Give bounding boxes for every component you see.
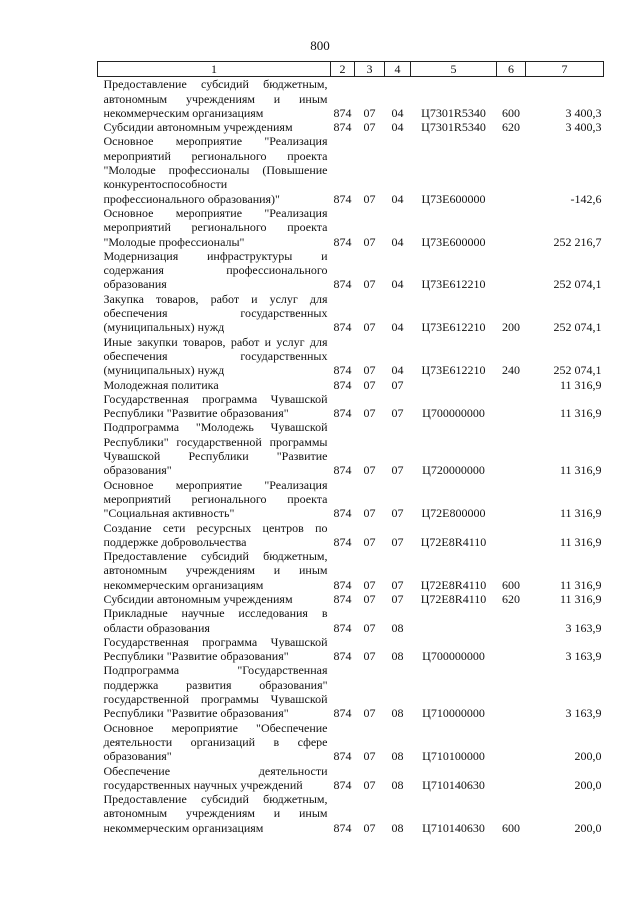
row-expense-type (497, 420, 526, 477)
row-description: Предоставление субсидий бюджетным, автономным учреждениям и иным некоммерческим организациям (103, 549, 328, 592)
row-section: 07 (363, 277, 376, 292)
row-subsection: 07 (391, 406, 404, 421)
row-amount: 3 163,9 (565, 706, 602, 721)
row-section: 07 (363, 706, 376, 721)
row-section: 07 (363, 234, 376, 249)
row-section: 07 (363, 377, 376, 392)
row-admin-code: 874 (333, 363, 352, 378)
row-subsection: 04 (391, 320, 404, 335)
table-row (98, 249, 604, 292)
table-row (98, 206, 604, 249)
row-amount: 11 316,9 (559, 506, 602, 521)
row-target-article: Ц710000000 (422, 706, 485, 721)
page-number: 800 (310, 38, 330, 53)
row-subsection: 04 (391, 363, 404, 378)
row-description: Основное мероприятие "Реализация мероприятий регионального проекта "Молодые профессионалы" (103, 205, 328, 249)
row-target-article: Ц700000000 (422, 406, 485, 421)
row-expense-type (497, 249, 526, 292)
row-subsection: 08 (391, 820, 404, 835)
row-subsection: 04 (391, 234, 404, 249)
row-expense-type (497, 478, 526, 521)
row-description: Субсидии автономным учреждениям (103, 120, 293, 135)
row-target-article: Ц710100000 (422, 749, 485, 764)
header-row (98, 62, 604, 77)
row-subsection: 07 (391, 377, 404, 392)
row-description: Государственная программа Чувашской Республики "Развитие образования" (103, 634, 328, 664)
table-row (98, 635, 604, 664)
row-target-article: Ц73Е612210 (421, 363, 486, 378)
column-header: 2 (331, 62, 355, 77)
table-row (98, 521, 604, 550)
row-target-article (411, 606, 497, 635)
row-amount: 3 163,9 (565, 649, 602, 664)
row-description: Модернизация инфраструктуры и содержания профессионального образования (103, 248, 328, 292)
row-amount: 252 074,1 (553, 320, 602, 335)
row-section: 07 (363, 506, 376, 521)
table-row (98, 721, 604, 764)
row-target-article: Ц710140630 (422, 777, 485, 792)
row-target-article: Ц73Е600000 (421, 191, 486, 206)
row-description: Обеспечение деятельности государственных научных учреждений (103, 763, 328, 792)
budget-table (97, 61, 604, 835)
row-expense-type (497, 206, 526, 249)
row-subsection: 04 (391, 105, 404, 120)
column-header: 6 (497, 62, 526, 77)
row-admin-code: 874 (333, 591, 352, 606)
table-row (98, 134, 604, 205)
table-row (98, 478, 604, 521)
row-description: Прикладные научные исследования в области образования (103, 606, 328, 635)
row-admin-code: 874 (333, 191, 352, 206)
column-header: 7 (526, 62, 604, 77)
row-admin-code: 874 (333, 320, 352, 335)
row-description: Создание сети ресурсных центров по поддержке добровольчества (103, 520, 328, 549)
row-admin-code: 874 (333, 120, 352, 135)
row-admin-code: 874 (333, 749, 352, 764)
table-row (98, 792, 604, 835)
row-description: Иные закупки товаров, работ и услуг для обеспечения государственных (муниципальных) нужд (103, 334, 328, 378)
row-target-article: Ц73Е612210 (421, 277, 486, 292)
row-subsection: 08 (391, 620, 404, 635)
row-amount: 252 216,7 (553, 234, 602, 249)
row-description: Подпрограмма "Государственная поддержка развития образования" государственной программы Чувашской Республики "Развитие образования" (103, 663, 328, 721)
row-expense-type (497, 378, 526, 392)
row-target-article: Ц7301R5340 (421, 105, 486, 120)
row-subsection: 04 (391, 191, 404, 206)
row-amount: 200,0 (574, 820, 602, 835)
row-amount: 3 400,3 (565, 120, 602, 135)
column-header: 1 (98, 62, 331, 77)
row-admin-code: 874 (333, 234, 352, 249)
row-admin-code: 874 (333, 105, 352, 120)
row-amount: 3 400,3 (565, 105, 602, 120)
row-section: 07 (363, 463, 376, 478)
row-target-article: Ц700000000 (422, 649, 485, 664)
row-target-article: Ц72Е800000 (421, 506, 486, 521)
row-section: 07 (363, 649, 376, 664)
row-admin-code: 874 (333, 277, 352, 292)
row-amount: 200,0 (574, 777, 602, 792)
row-amount: 11 316,9 (559, 406, 602, 421)
row-expense-type (497, 606, 526, 635)
row-subsection: 07 (391, 591, 404, 606)
table-row (98, 549, 604, 592)
row-section: 07 (363, 820, 376, 835)
column-header: 5 (411, 62, 497, 77)
row-amount: 11 316,9 (559, 463, 602, 478)
row-section: 07 (363, 191, 376, 206)
row-description: Подпрограмма "Молодежь Чувашской Республики" государственной программы Чувашской Республики "Развитие образования" (103, 420, 328, 478)
row-description: Предоставление субсидий бюджетным, автономным учреждениям и иным некоммерческим организациям (103, 792, 328, 835)
row-target-article: Ц7301R5340 (421, 120, 486, 135)
row-description: Предоставление субсидий бюджетным, автономным учреждениям и иным некоммерческим организациям (103, 77, 328, 120)
row-subsection: 07 (391, 577, 404, 592)
row-expense-type: 600 (502, 105, 520, 120)
row-section: 07 (363, 620, 376, 635)
row-expense-type: 620 (502, 591, 520, 606)
row-expense-type (497, 392, 526, 421)
table-row (98, 663, 604, 720)
row-admin-code: 874 (333, 820, 352, 835)
row-admin-code: 874 (333, 377, 352, 392)
row-target-article: Ц73Е600000 (421, 234, 486, 249)
row-description: Закупка товаров, работ и услуг для обеспечения государственных (муниципальных) нужд (103, 291, 328, 335)
row-amount: 3 163,9 (565, 620, 602, 635)
row-amount: -142,6 (570, 191, 602, 206)
column-header: 3 (355, 62, 385, 77)
row-section: 07 (363, 749, 376, 764)
row-amount: 11 316,9 (559, 591, 602, 606)
row-expense-type: 600 (502, 820, 520, 835)
table-row (98, 592, 604, 606)
table-row (98, 420, 604, 477)
row-amount: 11 316,9 (559, 534, 602, 549)
column-header: 4 (385, 62, 411, 77)
row-expense-type: 240 (502, 363, 520, 378)
table-row (98, 120, 604, 134)
row-expense-type (497, 521, 526, 550)
row-section: 07 (363, 777, 376, 792)
row-admin-code: 874 (333, 620, 352, 635)
row-admin-code: 874 (333, 406, 352, 421)
row-expense-type (497, 635, 526, 664)
row-section: 07 (363, 534, 376, 549)
row-subsection: 08 (391, 706, 404, 721)
row-admin-code: 874 (333, 463, 352, 478)
row-admin-code: 874 (333, 777, 352, 792)
row-amount: 11 316,9 (559, 377, 602, 392)
row-section: 07 (363, 577, 376, 592)
row-target-article: Ц72Е8R4110 (420, 577, 487, 592)
row-subsection: 04 (391, 120, 404, 135)
row-expense-type (497, 134, 526, 205)
row-amount: 11 316,9 (559, 577, 602, 592)
table-row (98, 335, 604, 378)
table-row (98, 292, 604, 335)
row-expense-type: 620 (502, 120, 520, 135)
table-row (98, 378, 604, 392)
row-target-article: Ц73Е612210 (421, 320, 486, 335)
row-amount: 252 074,1 (553, 277, 602, 292)
row-subsection: 04 (391, 277, 404, 292)
table-row (98, 606, 604, 635)
row-subsection: 08 (391, 649, 404, 664)
table-row (98, 77, 604, 120)
table-row (98, 764, 604, 793)
row-description: Основное мероприятие "Реализация мероприятий регионального проекта "Молодые профессионалы (Повышение конкурентоспособности профессионального образования)" (103, 134, 328, 206)
row-description: Основное мероприятие "Реализация мероприятий регионального проекта "Социальная активность" (103, 477, 328, 521)
row-section: 07 (363, 105, 376, 120)
row-expense-type (497, 764, 526, 793)
row-admin-code: 874 (333, 649, 352, 664)
row-subsection: 08 (391, 749, 404, 764)
row-admin-code: 874 (333, 577, 352, 592)
table-row (98, 392, 604, 421)
row-description: Молодежная политика (103, 377, 219, 392)
row-subsection: 07 (391, 506, 404, 521)
row-section: 07 (363, 363, 376, 378)
row-admin-code: 874 (333, 506, 352, 521)
row-target-article: Ц72Е8R4110 (420, 534, 487, 549)
row-expense-type (497, 663, 526, 720)
row-description: Субсидии автономным учреждениям (103, 591, 293, 606)
row-expense-type (497, 721, 526, 764)
row-subsection: 07 (391, 463, 404, 478)
row-target-article: Ц72Е8R4110 (420, 591, 487, 606)
row-expense-type: 600 (502, 577, 520, 592)
row-amount: 200,0 (574, 749, 602, 764)
row-section: 07 (363, 120, 376, 135)
row-target-article (411, 378, 497, 392)
row-description: Основное мероприятие "Обеспечение деятельности организаций в сфере образования" (103, 720, 328, 764)
row-admin-code: 874 (333, 534, 352, 549)
row-section: 07 (363, 320, 376, 335)
row-section: 07 (363, 591, 376, 606)
row-admin-code: 874 (333, 706, 352, 721)
row-target-article: Ц710140630 (422, 820, 485, 835)
row-description: Государственная программа Чувашской Республики "Развитие образования" (103, 391, 328, 421)
row-section: 07 (363, 406, 376, 421)
row-amount: 252 074,1 (553, 363, 602, 378)
row-target-article: Ц720000000 (422, 463, 485, 478)
row-expense-type: 200 (502, 320, 520, 335)
row-subsection: 08 (391, 777, 404, 792)
row-subsection: 07 (391, 534, 404, 549)
